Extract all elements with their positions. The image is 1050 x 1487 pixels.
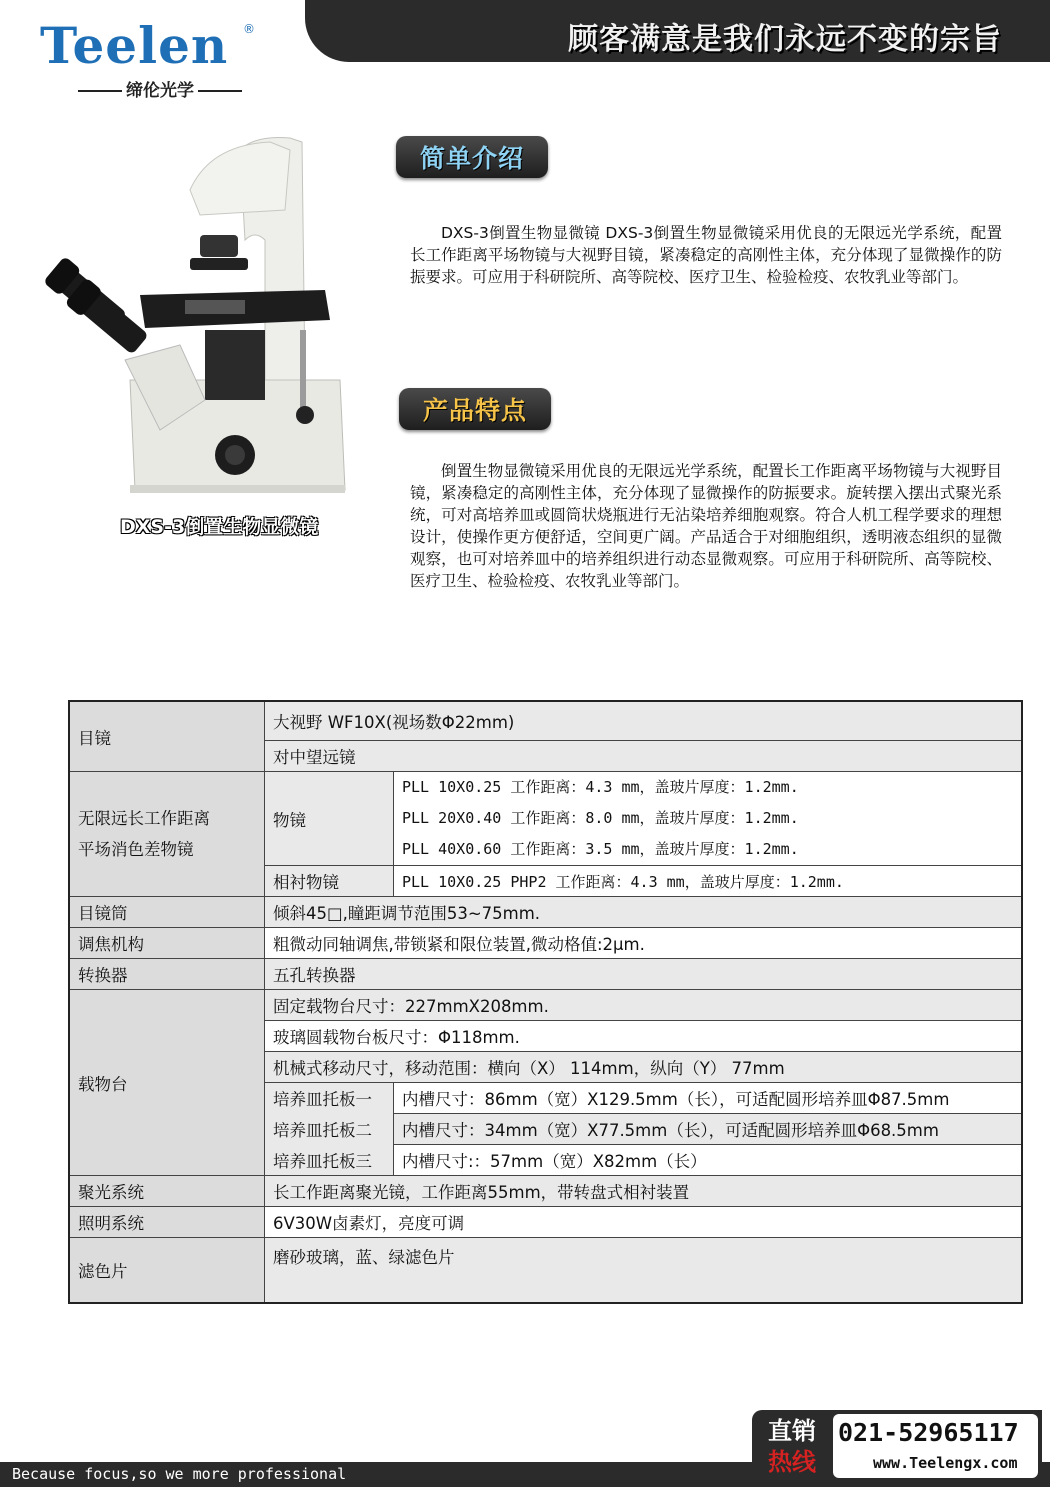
- spec-value: PLL 10X0.25 PHP2 工作距离：4.3 mm，盖玻片厚度：1.2mm.: [394, 866, 1023, 897]
- spec-label-eyepiece: 目镜: [69, 701, 265, 772]
- slogan: 顾客满意是我们永远不变的宗旨: [568, 22, 1002, 57]
- spec-label-line: 无限远长工作距离: [78, 809, 210, 828]
- spec-label-stage: 载物台: [69, 990, 265, 1176]
- spec-sub-label: 相衬物镜: [265, 866, 394, 897]
- spec-value: 6V30W卤素灯，亮度可调: [265, 1207, 1023, 1238]
- spec-value: 粗微动同轴调焦,带锁紧和限位装置,微动格值:2μm.: [265, 928, 1023, 959]
- spec-sub-label: 培养皿托板一: [265, 1083, 394, 1114]
- table-row: [69, 897, 1022, 928]
- spec-sub-label: 培养皿托板二: [265, 1114, 394, 1145]
- spec-value: 固定载物台尺寸：227mmX208mm.: [265, 990, 1023, 1021]
- features-badge: [399, 388, 551, 430]
- spec-line: PLL 40X0.60 工作距离：3.5 mm，盖玻片厚度：1.2mm.: [402, 840, 799, 858]
- header-bar: [305, 0, 1050, 62]
- spec-value: 内槽尺寸：34mm（宽）X77.5mm（长），可适配圆形培养皿Φ68.5mm: [394, 1114, 1023, 1145]
- spec-line: PLL 10X0.25 工作距离：4.3 mm，盖玻片厚度：1.2mm.: [402, 778, 799, 796]
- table-row: [69, 1207, 1022, 1238]
- table-row: [69, 959, 1022, 990]
- spec-value: 玻璃圆载物台板尺寸：Φ118mm.: [265, 1021, 1023, 1052]
- footer-tagline: Because focus,so we more professional: [12, 1465, 347, 1483]
- spec-value: 长工作距离聚光镜，工作距离55mm，带转盘式相衬装置: [265, 1176, 1023, 1207]
- spec-value: 倾斜45□,瞳距调节范围53~75mm.: [265, 897, 1023, 928]
- logo[interactable]: [40, 18, 280, 104]
- spec-value: 对中望远镜: [265, 741, 1023, 772]
- table-row: [69, 990, 1022, 1021]
- spec-value: 内槽尺寸:：57mm（宽）X82mm（长）: [394, 1145, 1023, 1176]
- hotline-phone[interactable]: 021-52965117: [838, 1418, 1019, 1447]
- spec-label-objective: [69, 772, 265, 897]
- hotline-website[interactable]: www.Teelengx.com: [873, 1454, 1018, 1472]
- microscope-image: [40, 130, 360, 510]
- hotline-label-line: 热线: [768, 1448, 816, 1476]
- product-caption: DXS-3倒置生物显微镜: [120, 516, 319, 538]
- table-row: [69, 772, 1022, 866]
- intro-badge: [396, 136, 548, 178]
- spec-line: PLL 20X0.40 工作距离：8.0 mm，盖玻片厚度：1.2mm.: [402, 809, 799, 827]
- spec-label-focus: 调焦机构: [69, 928, 265, 959]
- intro-paragraph: DXS-3倒置生物显微镜 DXS-3倒置生物显微镜采用优良的无限远光学系统，配置长工作距离平场物镜与大视野目镜，紧凑稳定的高刚性主体，充分体现了显微操作的防振要求。可应用于科研院所、高等院校、医疗卫生、检验检疫、农牧乳业等部门。: [410, 224, 1002, 286]
- spec-value: 大视野 WF10X(视场数Φ22mm): [265, 701, 1023, 741]
- spec-value: 机械式移动尺寸，移动范围：横向（X） 114mm，纵向（Y） 77mm: [265, 1052, 1023, 1083]
- spec-label-illumination: 照明系统: [69, 1207, 265, 1238]
- table-row: [69, 928, 1022, 959]
- spec-value: 内槽尺寸：86mm（宽）X129.5mm（长），可适配圆形培养皿Φ87.5mm: [394, 1083, 1023, 1114]
- table-row: [69, 1238, 1022, 1304]
- features-paragraph: 倒置生物显微镜采用优良的无限远光学系统，配置长工作距离平场物镜与大视野目镜，紧凑稳定的高刚性主体，充分体现了显微操作的防振要求。旋转摆入摆出式聚光系统，可对高培养皿或圆筒状烧瓶进行无沾染培养细胞观察。符合人机工程学要求的理想设计，使操作更方便舒适，空间更广阔。产品适合于对细胞组织，透明液态组织的显微观察，也可对培养皿中的培养组织进行动态显微观察。可应用于科研院所、高等院校、医疗卫生、检验检疫、农牧乳业等部门。: [410, 462, 1002, 590]
- spec-label-condenser: 聚光系统: [69, 1176, 265, 1207]
- spec-label-nosepiece: 转换器: [69, 959, 265, 990]
- spec-label-filter: 滤色片: [69, 1238, 265, 1304]
- spec-label-line: 平场消色差物镜: [78, 840, 194, 859]
- spec-objective-lines: [394, 772, 1023, 866]
- spec-sub-label: 物镜: [265, 772, 394, 866]
- logo-text: Teelen: [40, 16, 229, 75]
- table-row: [69, 701, 1022, 741]
- spec-table: [68, 700, 1023, 1304]
- registered-mark: ®: [243, 22, 255, 36]
- intro-title: 简单介绍: [419, 144, 524, 173]
- features-title: 产品特点: [422, 396, 527, 425]
- spec-value: 磨砂玻璃，蓝、绿滤色片: [265, 1238, 1023, 1304]
- hotline-label-line: 直销: [768, 1417, 816, 1445]
- logo-subtitle: 缔伦光学: [50, 76, 270, 101]
- spec-label-tube: 目镜筒: [69, 897, 265, 928]
- spec-sub-label: 培养皿托板三: [265, 1145, 394, 1176]
- spec-value: 五孔转换器: [265, 959, 1023, 990]
- table-row: [69, 1176, 1022, 1207]
- hotline-label: [760, 1416, 824, 1478]
